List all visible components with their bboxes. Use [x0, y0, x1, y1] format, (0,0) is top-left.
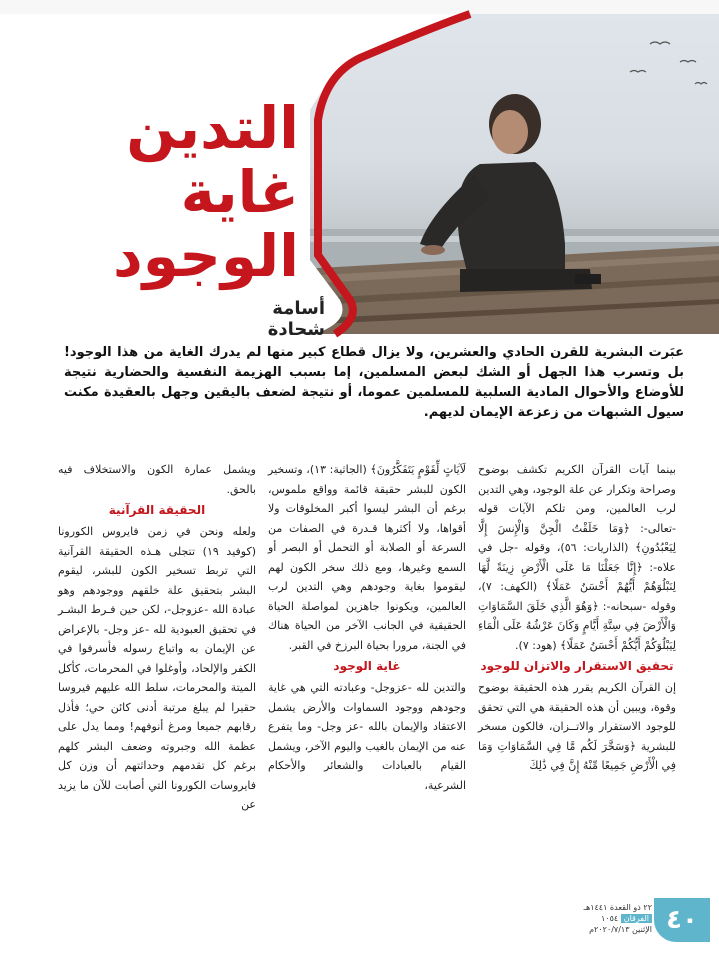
- section-heading: الحقيقة القرآنية: [108, 503, 206, 517]
- issue-date: ٢٢ ذو القعدة ١٤٤١هـ: [583, 903, 652, 912]
- section-heading: غاية الوجود: [333, 659, 401, 673]
- page-number: ٤٠: [654, 898, 710, 942]
- text-column-3: [58, 460, 256, 815]
- issue-title: [566, 913, 652, 924]
- text-column-2: [268, 460, 466, 795]
- section-heading: تحقيق الاستقرار والاتزان للوجود: [480, 659, 674, 673]
- paragraph: إن القرآن الكريم يقرر هذه الحقيقة بوضوح وقوة، ويبين أن هذه الحقيقة هي التي تحقق للوجود الاستقرار والاتــزان، فالكون مسخر للبشرية ﴿وَسَخَّرَ لَكُم مَّا فِي السَّمَاوَاتِ وَمَا فِي الْأَرْضِ جَمِيعًا مِّنْهُ إِنَّ فِي ذَٰلِكَ: [478, 681, 676, 772]
- issue-info: [566, 902, 652, 935]
- issue-day: الإثنين ٢٠٢٠/٧/١٣م: [589, 925, 652, 934]
- page-footer: [560, 898, 710, 942]
- paragraph: بينما آيات القرآن الكريم تكشف بوضوح وصراحة وتكرار عن علة الوجود، وهي التدين لرب العالمين، ومن تلكم الآيات قوله -تعالى-: ﴿وَمَا خَلَقْتُ الْجِنَّ وَالْإِنسَ إِلَّا لِيَعْبُدُونِ﴾ (الذاريات: ٥٦)، وقوله -جل في علاه-: ﴿إِنَّا جَعَلْنَا مَا عَلَى الْأَرْضِ زِينَةً لَّهَا لِنَبْلُوَهُمْ أَيُّهُمْ أَحْسَنُ عَمَلًا﴾ (الكهف: ٧)، وقوله -سبحانه-: ﴿وَهُوَ الَّذِي خَلَقَ السَّمَاوَاتِ وَالْأَرْضَ فِي سِتَّةِ أَيَّامٍ وَكَانَ عَرْشُهُ عَلَى الْمَاءِ لِيَبْلُوَكُمْ أَيُّكُمْ أَحْسَنُ عَمَلًا﴾ (هود: ٧).: [478, 463, 676, 652]
- author-name: أسامة شحادة: [267, 298, 325, 340]
- magazine-name: الفرقان: [621, 914, 652, 923]
- paragraph: والتدين لله -عزوجل- وعبادته التي هي غاية وجودهم ووجود السماوات والأرض يشمل الاعتقاد والإيمان بالله -عز وجل- وما يتفرع عنه من الإيمان بالغيب واليوم الآخر، ويشمل القيام بالعبادات والشعائر والأحكام الشرعية،: [268, 681, 466, 792]
- article-intro: [64, 343, 684, 423]
- title-line-2: غاية: [180, 158, 299, 226]
- title-line-1: التدين: [126, 94, 299, 162]
- paragraph: ولعله ونحن في زمن فايروس الكورونا (كوفيد ١٩) تتجلى هـذه الحقيقة القرآنية التي تربط تسخير الكون للبشر، ليقوم البشر بتحقيق علة خلقهم ووجودهم وهو عبادة الله -عزوجل-، لكن حين فـرط البشـر في تحقيق العبودية لله -عز وجل- بالإعراض عن الإيمان به واتباع رسوله فأسرفوا في الكفر والإلحاد، وأوغلوا في المحرمات، كأكل الميتة والمحرمات، سلط الله عليهم فيروسا حقيرا لم يبلغ مرتبة أدنى كائن حي؛ فأذل رقابهم جميعا ومرغ أنوفهم! ومما يدل على عظمة الله وجبروته وضعف البشر كلهم برغم كل تقدمهم وحداثتهم أن وزن كل فايروسات الكورونا التي أصابت للآن ما يزيد عن: [58, 525, 256, 811]
- paragraph: لَآيَاتٍ لِّقَوْمٍ يَتَفَكَّرُونَ﴾ (الجاثية: ١٣)، وتسخير الكون للبشر حقيقة قائمة وواقع ملموس، برغم أن البشر ليسوا أكبر المخلوقات ولا أقواها، ولا أكثرها قـدرة في الصفات من السرعة أو الصلابة أو التحمل أو البصر أو السمع وغيرها، ومع ذلك سخر الكون لهم ليقوموا بغاية وجودهم وهي التدين لرب العالمين، ويكونوا جاهزين لمواصلة الحياة الحقيقية في الجانب الآخر من الحياة هناك في الجنة، مرورا بحياة البرزخ في القبر.: [268, 463, 467, 652]
- text-column-1: [478, 460, 676, 776]
- issue-number: ١٠٥٤: [601, 914, 619, 923]
- intro-text: عبَرت البشرية للقرن الحادي والعشرين، ولا يزال قطاع كبير منها لم يدرك الغاية من هذا الوجود! بل وتسرب هذا الجهل أو الشك لبعض المسلمين، إما بسبب الهزيمة النفسية والحضارية نتيجة للأوضاع والأحوال المادية السلبية للمسلمين عموما، أو نتيجة لضعف باليقين وجهل بالعقيدة مكنت سيول الشبهات من زعزعة الإيمان لديهم.: [64, 345, 684, 420]
- paragraph: ويشمل عمارة الكون والاستخلاف فيه بالحق.: [58, 463, 256, 496]
- title-line-3: الوجود: [113, 222, 299, 290]
- article-title: [59, 96, 299, 288]
